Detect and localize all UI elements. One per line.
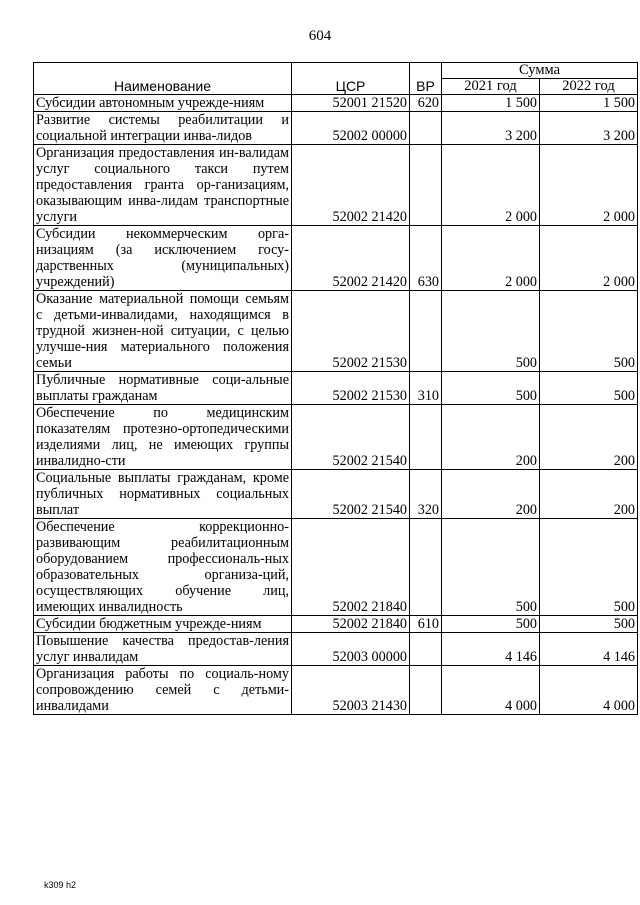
table-row <box>34 405 638 470</box>
row-csr-cell: 52002 00000 <box>292 112 410 145</box>
row-name-cell: Субсидии автономным учрежде-ниям <box>34 95 292 112</box>
table-row <box>34 666 638 715</box>
table-row <box>34 112 638 145</box>
table-row <box>34 519 638 616</box>
row-name-cell: Субсидии некоммерческим орга-низациям (за исключением госу-дарственных (муниципальных) учреждений) <box>34 226 292 291</box>
page-number: 604 <box>308 28 332 44</box>
row-2021-cell: 2 000 <box>442 145 540 226</box>
row-2022-cell: 2 000 <box>540 226 638 291</box>
row-2021-cell: 200 <box>442 405 540 470</box>
row-2021-cell: 500 <box>442 372 540 405</box>
row-2021-cell: 500 <box>442 519 540 616</box>
row-csr-cell: 52002 21530 <box>292 372 410 405</box>
row-name-cell: Организация предоставления ин-валидам услуг социального такси путем предоставления гранта ор-ганизациям, оказывающим инва-лидам транспортные услуги <box>34 145 292 226</box>
row-csr-cell: 52002 21540 <box>292 470 410 519</box>
row-vr-cell <box>410 291 442 372</box>
row-name-cell: Оказание материальной помощи семьям с детьми-инвалидами, находящимся в трудной жизнен-ной ситуации, с целью улучше-ния материального положения семьи <box>34 291 292 372</box>
row-2021-cell: 1 500 <box>442 95 540 112</box>
row-2021-cell: 200 <box>442 470 540 519</box>
row-vr-cell <box>410 405 442 470</box>
footer-code: k309 h2 <box>44 880 77 890</box>
row-vr-cell <box>410 666 442 715</box>
row-2021-cell: 500 <box>442 291 540 372</box>
row-name-cell: Субсидии бюджетным учрежде-ниям <box>34 616 292 633</box>
table-row <box>34 616 638 633</box>
row-2021-cell: 4 000 <box>442 666 540 715</box>
row-2022-cell: 500 <box>540 616 638 633</box>
row-name-cell: Организация работы по социаль-ному сопровождению семей с детьми-инвалидами <box>34 666 292 715</box>
column-header-2021: 2021 год <box>442 79 540 95</box>
row-csr-cell: 52002 21840 <box>292 616 410 633</box>
row-2021-cell: 500 <box>442 616 540 633</box>
row-name-cell: Социальные выплаты гражданам, кроме публичных нормативных социальных выплат <box>34 470 292 519</box>
column-header-vr: ВР <box>410 63 442 95</box>
row-2021-cell: 3 200 <box>442 112 540 145</box>
row-csr-cell: 52002 21530 <box>292 291 410 372</box>
column-header-csr: ЦСР <box>292 63 410 95</box>
row-csr-cell: 52001 21520 <box>292 95 410 112</box>
row-csr-cell: 52002 21540 <box>292 405 410 470</box>
row-vr-cell <box>410 519 442 616</box>
row-2022-cell: 200 <box>540 470 638 519</box>
row-2022-cell: 4 000 <box>540 666 638 715</box>
row-name-cell: Развитие системы реабилитации и социальной интеграции инва-лидов <box>34 112 292 145</box>
row-vr-cell: 620 <box>410 95 442 112</box>
row-csr-cell: 52002 21420 <box>292 145 410 226</box>
row-2022-cell: 500 <box>540 372 638 405</box>
row-2022-cell: 500 <box>540 291 638 372</box>
table-body <box>34 95 638 715</box>
table-row <box>34 95 638 112</box>
row-csr-cell: 52003 00000 <box>292 633 410 666</box>
row-csr-cell: 52002 21420 <box>292 226 410 291</box>
table-row <box>34 372 638 405</box>
row-vr-cell: 630 <box>410 226 442 291</box>
column-header-name: Наименование <box>34 63 292 95</box>
row-2022-cell: 3 200 <box>540 112 638 145</box>
row-2022-cell: 500 <box>540 519 638 616</box>
row-2021-cell: 2 000 <box>442 226 540 291</box>
row-2022-cell: 200 <box>540 405 638 470</box>
table-row <box>34 145 638 226</box>
table-row <box>34 633 638 666</box>
row-2021-cell: 4 146 <box>442 633 540 666</box>
row-2022-cell: 2 000 <box>540 145 638 226</box>
row-name-cell: Обеспечение коррекционно-развивающим реабилитационным оборудованием профессиональ-ных образовательных организа-ций, осуществляющих обучение лиц, имеющих инвалидность <box>34 519 292 616</box>
row-csr-cell: 52003 21430 <box>292 666 410 715</box>
row-vr-cell <box>410 633 442 666</box>
row-vr-cell <box>410 145 442 226</box>
row-vr-cell: 610 <box>410 616 442 633</box>
row-vr-cell: 310 <box>410 372 442 405</box>
row-2022-cell: 1 500 <box>540 95 638 112</box>
row-name-cell: Обеспечение по медицинским показателям протезно-ортопедическими изделиями лиц, не имеющих группы инвалидно-сти <box>34 405 292 470</box>
table-row <box>34 226 638 291</box>
row-vr-cell: 320 <box>410 470 442 519</box>
table-row <box>34 470 638 519</box>
row-2022-cell: 4 146 <box>540 633 638 666</box>
row-vr-cell <box>410 112 442 145</box>
column-header-sum: Сумма <box>442 63 638 79</box>
row-name-cell: Повышение качества предостав-ления услуг инвалидам <box>34 633 292 666</box>
budget-table <box>33 62 638 715</box>
row-csr-cell: 52002 21840 <box>292 519 410 616</box>
column-header-2022: 2022 год <box>540 79 638 95</box>
table-row <box>34 291 638 372</box>
row-name-cell: Публичные нормативные соци-альные выплаты гражданам <box>34 372 292 405</box>
